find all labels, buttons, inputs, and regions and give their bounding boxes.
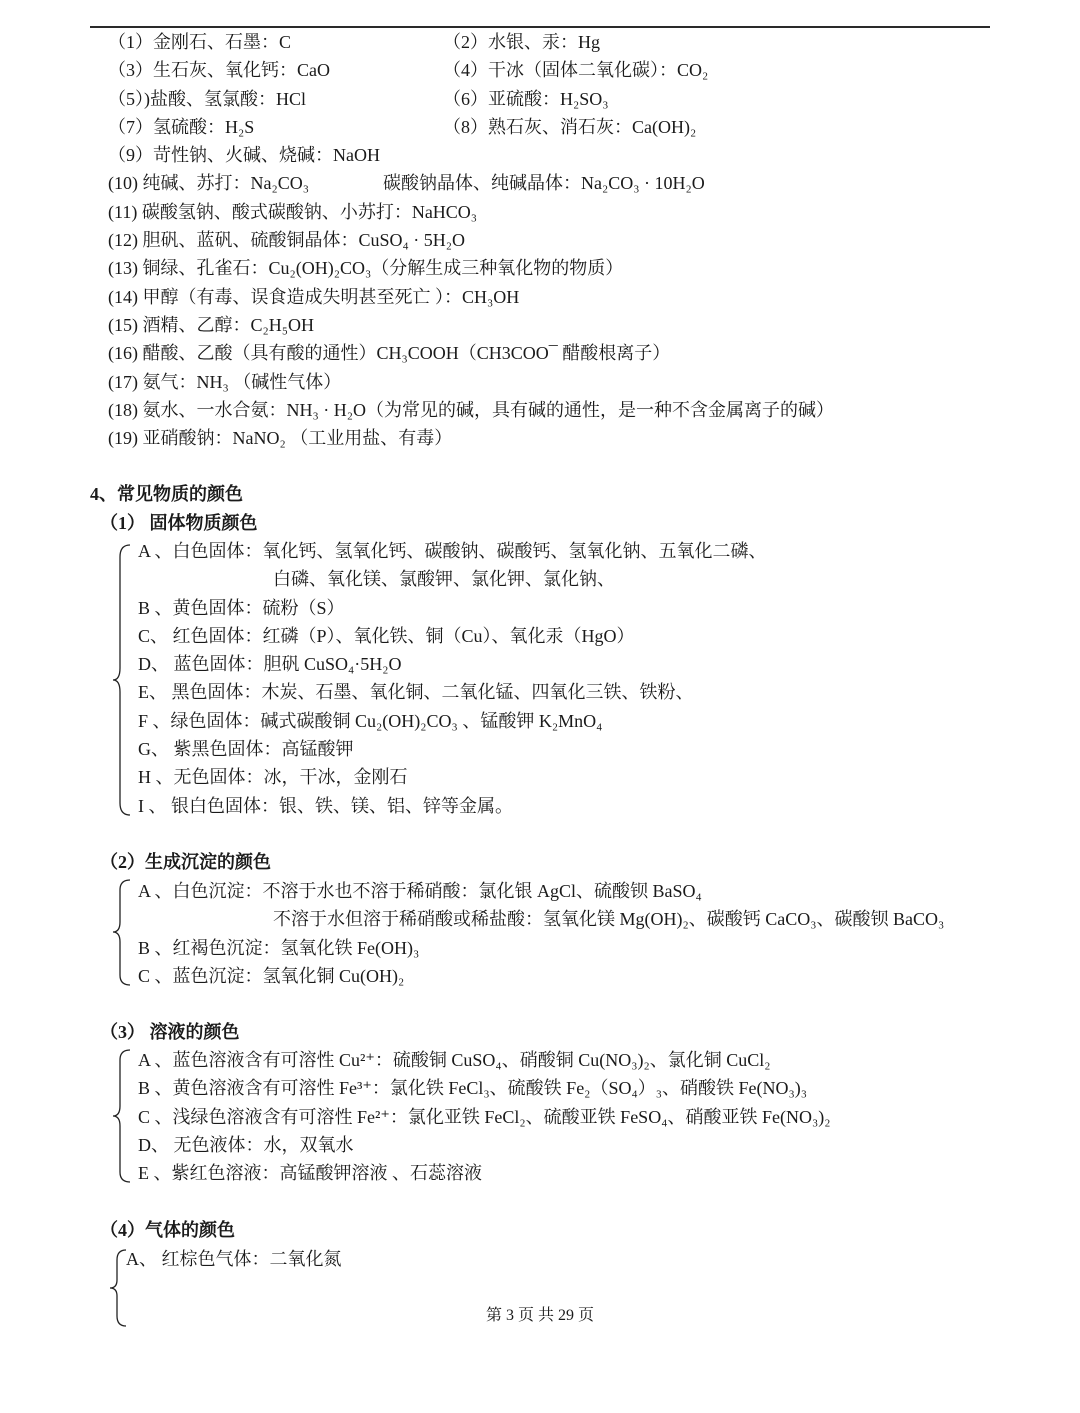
alias-row	[108, 424, 834, 452]
alias-right: （2）水银、汞：Hg	[443, 32, 600, 52]
color-item: B 、黄色固体：硫粉（S）	[138, 597, 345, 618]
alias-row	[108, 339, 834, 367]
alias-right: （4）干冰（固体二氧化碳）：CO₂	[443, 60, 709, 81]
alias-right: （8）熟石灰、消石灰：Ca(OH)₂	[443, 116, 697, 137]
alias-row	[108, 283, 834, 311]
subsection-heading-gases: （4）气体的颜色	[100, 1220, 235, 1240]
alias-right: （6）亚硫酸：H₂SO₃	[443, 88, 609, 109]
solids-list	[138, 537, 767, 820]
color-item: D、 无色液体：水，双氧水	[138, 1134, 354, 1155]
alias-left: (15) 酒精、乙醇：C₂H₅OH	[108, 314, 315, 335]
color-item: A 、白色固体：氧化钙、氢氧化钙、碳酸钠、碳酸钙、氢氧化钠、五氧化二磷、	[138, 541, 767, 561]
alias-left: (18) 氨水、一水合氨：NH₃ · H₂O（为常见的碱，具有碱的通性，是一种不含金属离子的碱）	[108, 399, 835, 420]
curly-brace-precipitates	[113, 880, 130, 985]
alias-left: （1）金刚石、石墨：C	[108, 32, 292, 52]
alias-left: （3）生石灰、氧化钙：CaO	[108, 60, 330, 81]
color-item: C、 红色固体：红磷（P）、氧化铁、铜（Cu）、氧化汞（HgO）	[138, 625, 635, 646]
alias-row	[108, 169, 834, 197]
solutions-list	[138, 1046, 831, 1187]
precipitates-list	[138, 877, 944, 990]
curly-brace-solutions	[113, 1050, 130, 1182]
alias-left: （9）苛性钠、火碱、烧碱：NaOH	[108, 145, 380, 166]
color-item: A 、蓝色溶液含有可溶性 Cu²⁺：硫酸铜 CuSO₄、硝酸铜 Cu(NO₃)₂、氯化铜 CuCl₂	[138, 1050, 771, 1070]
alias-row	[108, 28, 834, 56]
alias-left: (14) 甲醇（有毒、误食造成失明甚至死亡 ）：CH₃OH	[108, 286, 520, 307]
alias-row	[108, 368, 834, 396]
color-item: C 、浅绿色溶液含有可溶性 Fe²⁺：氯化亚铁 FeCl₂、硫酸亚铁 FeSO₄、硝酸亚铁 Fe(NO₃)₂	[138, 1106, 831, 1127]
color-item: E、 黑色固体：木炭、石墨、氧化铜、二氧化锰、四氧化三铁、铁粉、	[138, 682, 694, 703]
alias-row	[108, 56, 834, 84]
color-item: I 、 银白色固体：银、铁、镁、铝、锌等金属。	[138, 795, 513, 816]
alias-right: 碳酸钠晶体、纯碱晶体：Na₂CO₃ · 10H₂O	[383, 173, 705, 194]
alias-left: (10) 纯碱、苏打：Na₂CO₃	[108, 173, 310, 194]
section-heading: 4、常见物质的颜色	[90, 484, 243, 504]
color-item: B 、红褐色沉淀：氢氧化铁 Fe(OH)₃	[138, 937, 420, 958]
alias-left: （5）)盐酸、氢氯酸：HCl	[108, 88, 306, 109]
alias-row	[108, 141, 834, 169]
alias-list	[108, 28, 834, 452]
color-item: E 、紫红色溶液：高锰酸钾溶液 、石蕊溶液	[138, 1163, 482, 1184]
subsection-heading-solids: （1） 固体物质颜色	[100, 513, 258, 533]
alias-left: (11) 碳酸氢钠、酸式碳酸钠、小苏打：NaHCO₃	[108, 201, 478, 222]
subsection-heading-solutions: （3） 溶液的颜色	[100, 1022, 240, 1042]
alias-left: （7）氢硫酸：H₂S	[108, 116, 255, 137]
alias-row	[108, 396, 834, 424]
color-item: D、 蓝色固体：胆矾 CuSO₄·5H₂O	[138, 654, 402, 675]
alias-left: (16) 醋酸、乙酸（具有酸的通性）CH₃COOH（CH3COO¯ 醋酸根离子）	[108, 343, 671, 364]
color-item: H 、无色固体：冰，干冰，金刚石	[138, 767, 408, 788]
gases-list	[126, 1245, 342, 1273]
subsection-heading-precipitates: （2）生成沉淀的颜色	[100, 852, 271, 872]
alias-left: (17) 氨气：NH₃ （碱性气体）	[108, 371, 342, 392]
color-item: G、 紫黑色固体：高锰酸钾	[138, 739, 354, 760]
curly-brace-solids	[113, 545, 130, 815]
alias-left: (19) 亚硝酸钠：NaNO₂ （工业用盐、有毒）	[108, 428, 453, 449]
alias-row	[108, 113, 834, 141]
alias-row	[108, 85, 834, 113]
color-item: C 、蓝色沉淀：氢氧化铜 Cu(OH)₂	[138, 965, 405, 986]
alias-left: (13) 铜绿、孔雀石：Cu₂(OH)₂CO₃（分解生成三种氧化物的物质）	[108, 258, 624, 279]
alias-row	[108, 226, 834, 254]
page-number-footer: 第 3 页 共 29 页	[485, 1307, 594, 1324]
color-item: F 、绿色固体：碱式碳酸铜 Cu₂(OH)₂CO₃ 、锰酸钾 K₂MnO₄	[138, 710, 603, 731]
color-item-continuation: 白磷、氧化镁、氯酸钾、氯化钾、氯化钠、	[273, 569, 615, 590]
alias-left: (12) 胆矾、蓝矾、硫酸铜晶体：CuSO₄ · 5H₂O	[108, 230, 466, 251]
alias-row	[108, 254, 834, 282]
color-item: A、 红棕色气体：二氧化氮	[126, 1249, 342, 1269]
color-item: B 、黄色溶液含有可溶性 Fe³⁺：氯化铁 FeCl₃、硫酸铁 Fe₂（SO₄）₃、硝酸铁 Fe(NO₃)₃	[138, 1078, 808, 1099]
color-item-continuation: 不溶于水但溶于稀硝酸或稀盐酸：氢氧化镁 Mg(OH)₂、碳酸钙 CaCO₃、碳酸钡 BaCO₃	[273, 909, 945, 930]
alias-row	[108, 198, 834, 226]
color-item: A 、白色沉淀：不溶于水也不溶于稀硝酸：氯化银 AgCl、硫酸钡 BaSO₄	[138, 881, 702, 901]
alias-row	[108, 311, 834, 339]
